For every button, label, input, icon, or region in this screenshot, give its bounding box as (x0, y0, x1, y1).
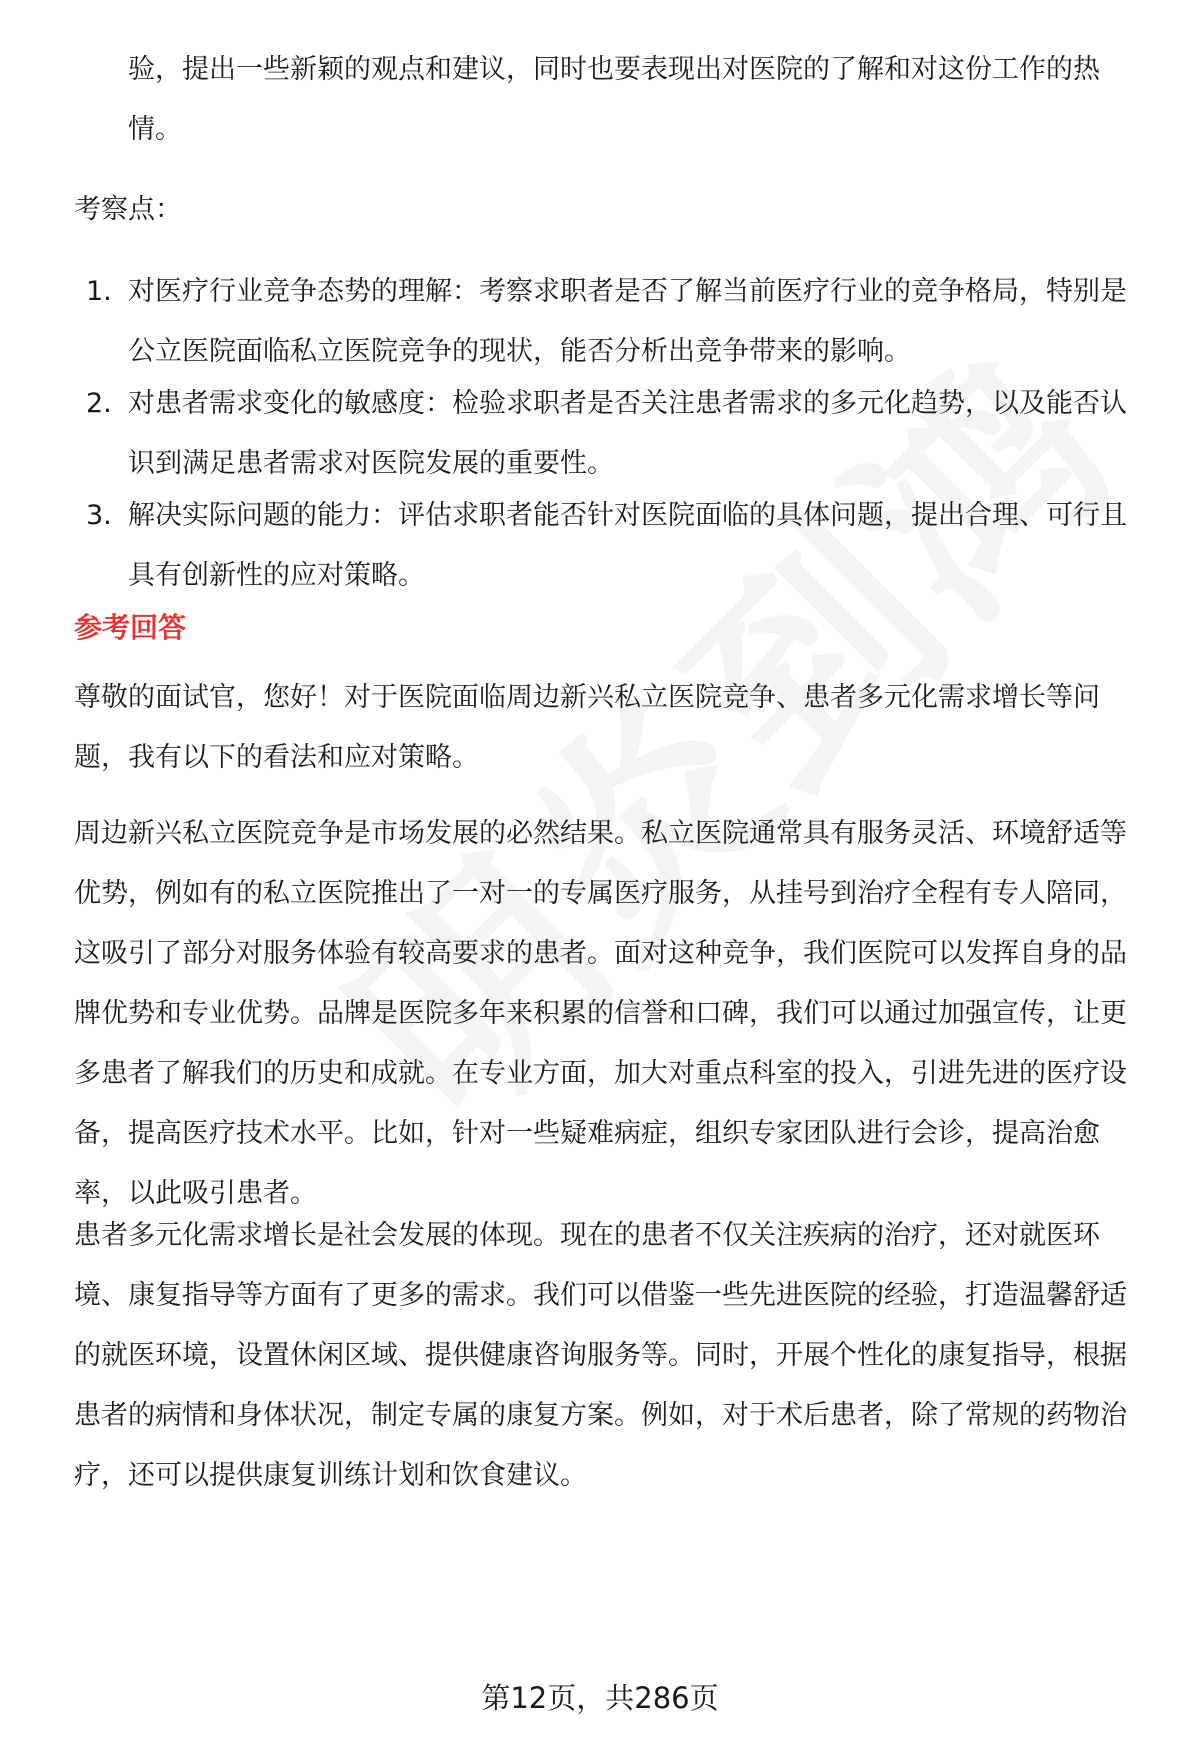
list-item (74, 486, 1144, 606)
list-item (74, 374, 1144, 494)
reference-paragraph: 周边新兴私立医院竞争是市场发展的必然结果。私立医院通常具有服务灵活、环境舒适等优势，例如有的私立医院推出了一对一的专属医疗服务，从挂号到治疗全程有专人陪同，这吸引了部分对服务体验有较高要求的患者。面对这种竞争，我们医院可以发挥自身的品牌优势和专业优势。品牌是医院多年来积累的信誉和口碑，我们可以通过加强宣传，让更多患者了解我们的历史和成就。在专业方面，加大对重点科室的投入，引进先进的医疗设备，提高医疗技术水平。比如，针对一些疑难病症，组织专家团队进行会诊，提高治愈率，以此吸引患者。 (74, 818, 1127, 1209)
reference-paragraph: 患者多元化需求增长是社会发展的体现。现在的患者不仅关注疾病的治疗，还对就医环境、康复指导等方面有了更多的需求。我们可以借鉴一些先进医院的经验，打造温馨舒适的就医环境，设置休闲区域、提供健康咨询服务等。同时，开展个性化的康复指导，根据患者的病情和身体状况，制定专属的康复方案。例如，对于术后患者，除了常规的药物治疗，还可以提供康复训练计划和饮食建议。 (74, 1220, 1127, 1491)
page-footer: 第12页，共286页 (481, 1681, 719, 1715)
intro-continuation: 验，提出一些新颖的观点和建议，同时也要表现出对医院的了解和对这份工作的热情。 (128, 54, 1100, 145)
list-item-text: 对患者需求变化的敏感度：检验求职者是否关注患者需求的多元化趋势，以及能否认识到满足患者需求对医院发展的重要性。 (128, 388, 1127, 479)
list-number: 2. (86, 388, 112, 419)
list-item (74, 262, 1144, 382)
list-number: 1. (86, 276, 112, 307)
assessment-heading: 考察点： (74, 194, 182, 225)
list-number: 3. (86, 500, 112, 531)
assessment-list (74, 262, 1144, 606)
list-item-text: 解决实际问题的能力：评估求职者能否针对医院面临的具体问题，提出合理、可行且具有创新性的应对策略。 (128, 500, 1127, 591)
reference-paragraph: 尊敬的面试官，您好！对于医院面临周边新兴私立医院竞争、患者多元化需求增长等问题，我有以下的看法和应对策略。 (74, 682, 1100, 773)
list-item-text: 对医疗行业竞争态势的理解：考察求职者是否了解当前医疗行业的竞争格局，特别是公立医院面临私立医院竞争的现状，能否分析出竞争带来的影响。 (128, 276, 1127, 367)
reference-heading: 参考回答 (74, 611, 187, 644)
